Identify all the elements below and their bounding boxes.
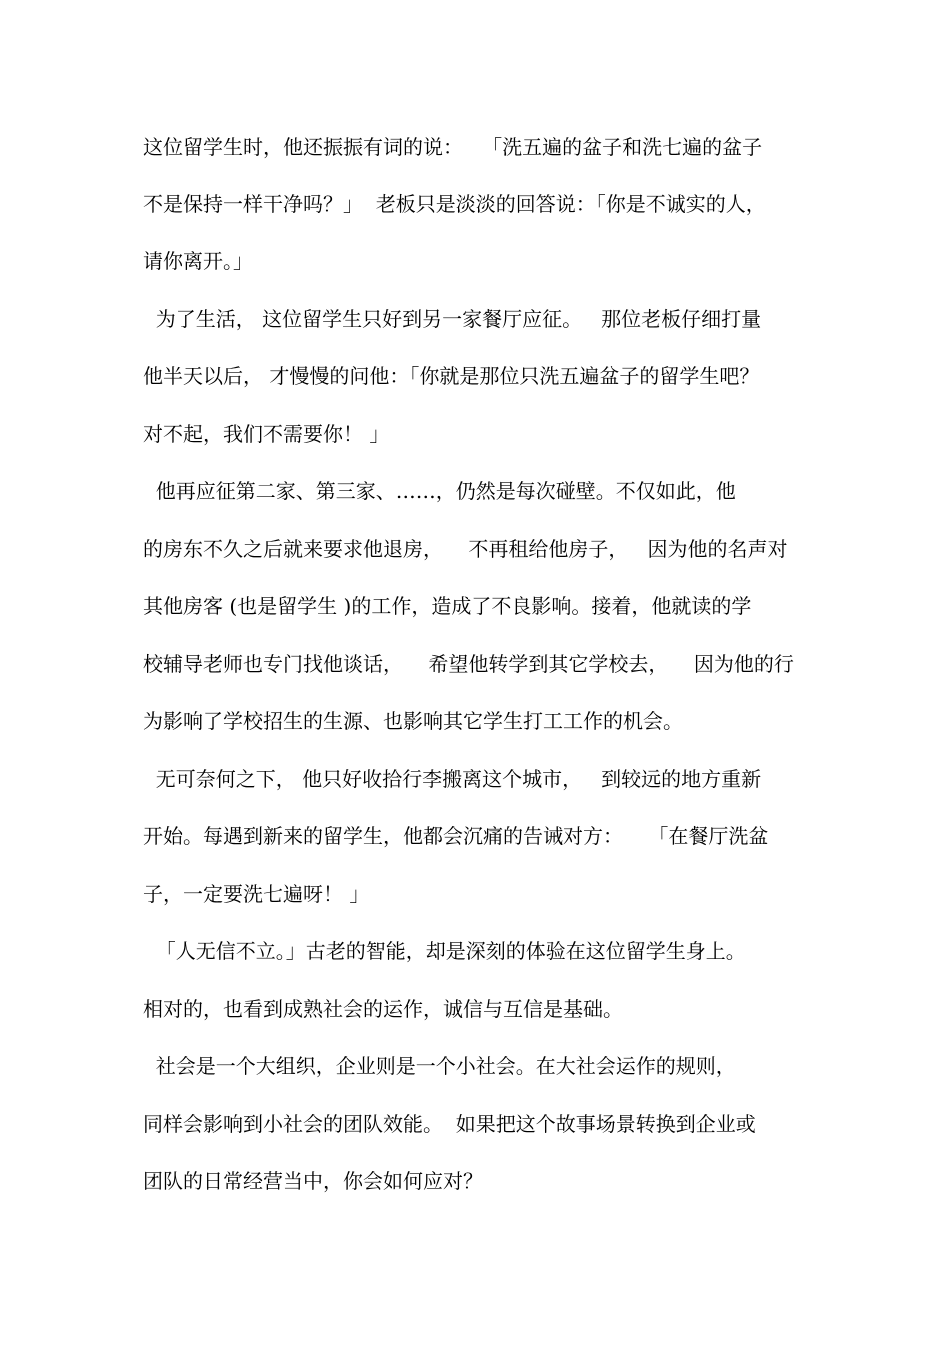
text-line: 为影响了学校招生的生源、也影响其它学生打工工作的机会。 — [143, 709, 683, 733]
text-line: 他再应征第二家、第三家、……，仍然是每次碰壁。不仅如此，他 — [143, 479, 736, 503]
text-line: 请你离开。」 — [143, 249, 253, 273]
text-line: 不是保持一样干净吗？」 老板只是淡淡的回答说：「你是不诚实的人， — [143, 192, 766, 216]
text-line: 他半天以后， 才慢慢的问他：「你就是那位只洗五遍盆子的留学生吧？ — [143, 364, 760, 388]
text-line: 的房东不久之后就来要求他退房， 不再租给他房子， 因为他的名声对 — [143, 537, 788, 561]
text-line: 无可奈何之下， 他只好收拾行李搬离这个城市， 到较远的地方重新 — [143, 767, 762, 791]
text-line: 校辅导老师也专门找他谈话， 希望他转学到其它学校去， 因为他的行 — [143, 652, 794, 676]
text-line: 其他房客 (也是留学生 )的工作，造成了不良影响。接着，他就读的学 — [143, 594, 752, 618]
text-line: 为了生活， 这位留学生只好到另一家餐厅应征。 那位老板仔细打量 — [143, 307, 762, 331]
text-line: 这位留学生时，他还振振有词的说： 「洗五遍的盆子和洗七遍的盆子 — [143, 135, 763, 159]
text-line: 「人无信不立。」古老的智能，却是深刻的体验在这位留学生身上。 — [143, 939, 746, 963]
text-line: 相对的，也看到成熟社会的运作，诚信与互信是基础。 — [143, 997, 623, 1021]
text-line: 开始。每遇到新来的留学生，他都会沉痛的告诫对方： 「在餐厅洗盆 — [143, 824, 769, 848]
text-line: 对不起，我们不需要你！ 」 — [143, 422, 390, 446]
text-line: 团队的日常经营当中，你会如何应对？ — [143, 1169, 483, 1193]
text-line: 子，一定要洗七遍呀！ 」 — [143, 882, 370, 906]
text-line: 同样会影响到小社会的团队效能。 如果把这个故事场景转换到企业或 — [143, 1112, 756, 1136]
text-line: 社会是一个大组织，企业则是一个小社会。在大社会运作的规则， — [143, 1054, 736, 1078]
